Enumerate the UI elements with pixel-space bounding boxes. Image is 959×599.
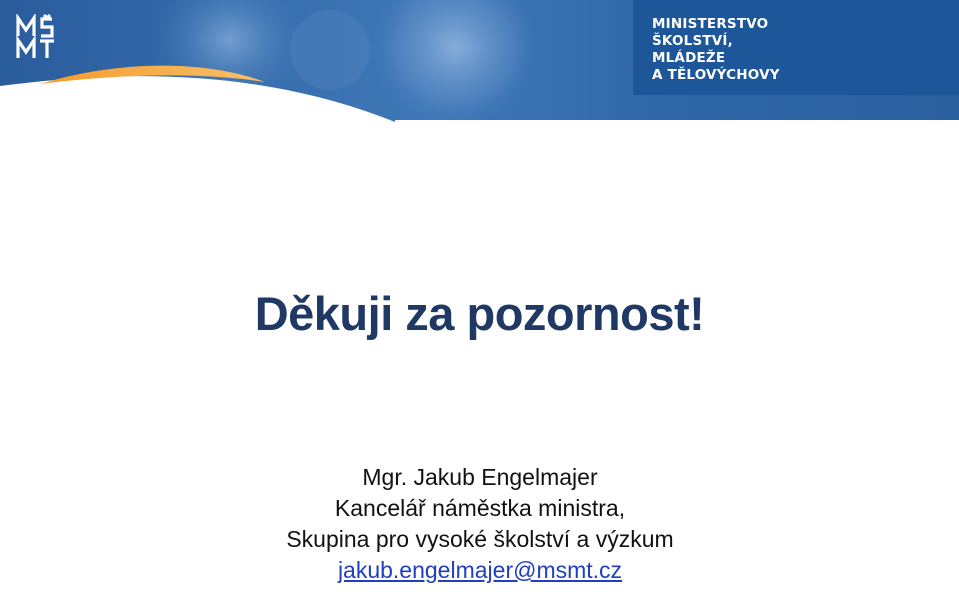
contact-block bbox=[200, 462, 760, 586]
contact-email-line bbox=[200, 555, 760, 586]
ministry-line: A TĚLOVÝCHOVY bbox=[652, 67, 780, 83]
contact-group: Skupina pro vysoké školství a výzkum bbox=[286, 526, 674, 552]
header-banner bbox=[0, 0, 959, 122]
slide-title: Děkuji za pozornost! bbox=[254, 287, 705, 340]
ministry-line: ŠKOLSTVÍ, bbox=[652, 33, 733, 49]
contact-office: Kancelář náměstka ministra, bbox=[334, 495, 626, 521]
contact-name: Mgr. Jakub Engelmajer bbox=[362, 464, 598, 490]
msmt-logo-icon bbox=[14, 14, 78, 60]
ministry-name bbox=[652, 16, 780, 84]
banner-graphic bbox=[0, 0, 959, 122]
contact-email-link[interactable]: jakub.engelmajer@msmt.cz bbox=[337, 557, 623, 583]
ministry-line: MINISTERSTVO bbox=[652, 16, 769, 32]
ministry-line: MLÁDEŽE bbox=[652, 50, 726, 66]
